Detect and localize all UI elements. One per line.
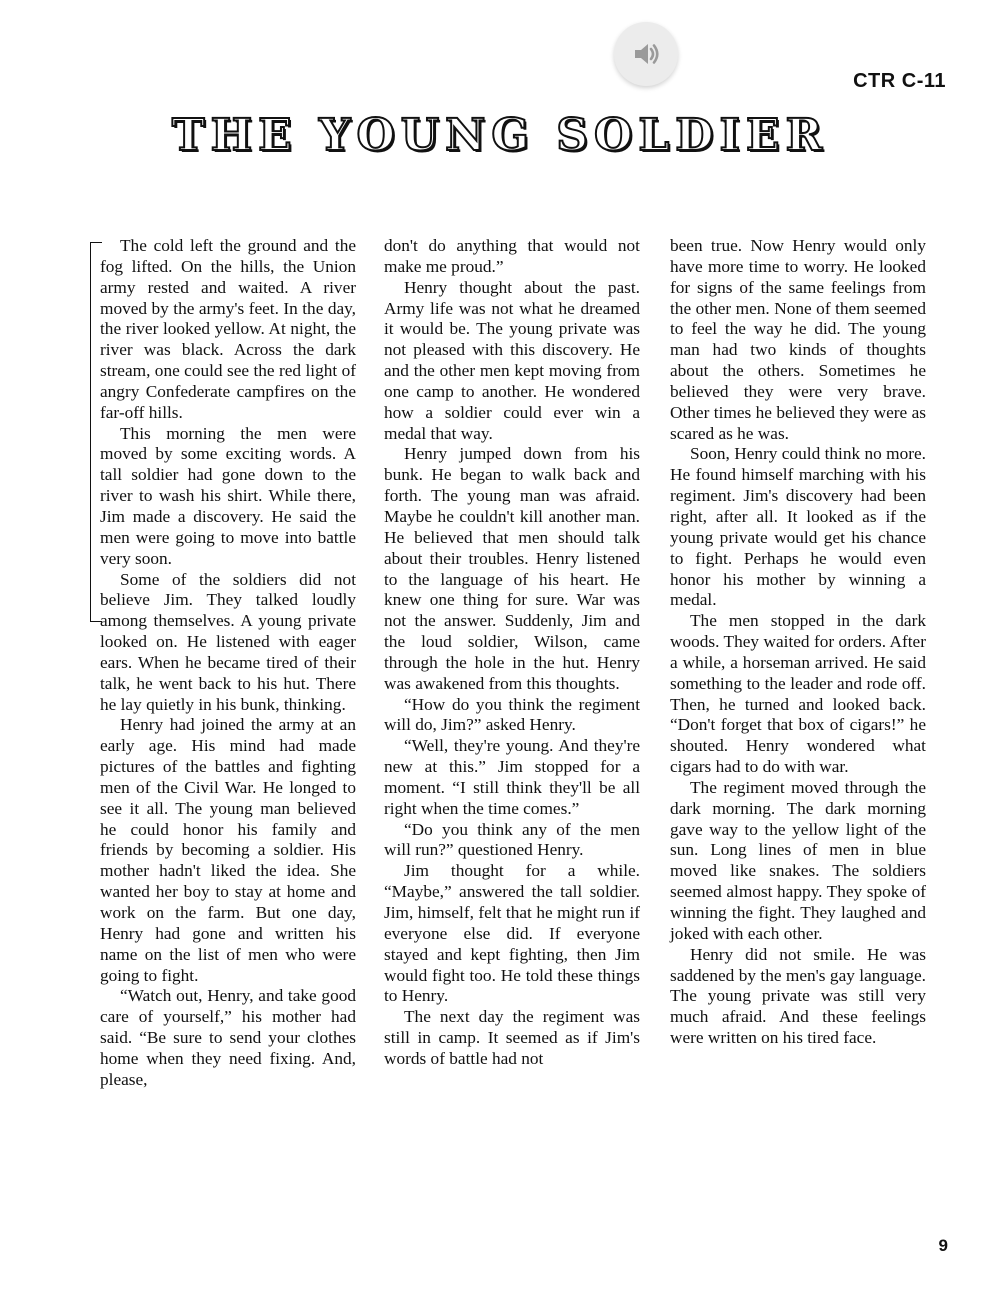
paragraph: The regiment moved through the dark morning. The dark morning gave way to the yellow light of the sun. Long lines of men in blue moved like snakes. The soldiers seemed almost happy. They spoke of winning the fight. They laughed and joked with each other. — [670, 777, 926, 943]
page-number: 9 — [938, 1236, 948, 1255]
paragraph-continued: don't do anything that would not make me proud.” — [384, 236, 640, 276]
paragraph: Jim thought for a while. “Maybe,” answered the tall soldier. Jim, himself, felt that he might run if everyone else did. If everyone stayed and kept fighting, then Jim would fight too. He told these things to Henry. — [384, 861, 640, 1006]
paragraph: Henry jumped down from his bunk. He began to walk back and forth. The young man was afraid. Maybe he couldn't kill another man. He believed that men should talk about their troubles. Henry listened to the language of his heart. He knew one thing for sure. War was not the answer. Suddenly, Jim and the loud soldier, Wilson, came through the hole in the hut. Henry was awakened from this thoughts. — [384, 444, 640, 693]
paragraph-continued: been true. Now Henry would only have more time to worry. He looked for signs of the same feelings from the other men. None of them seemed to feel the way he did. The young man had two kinds of thoughts about the others. Sometimes he believed they were very brave. Other times he believed they were as scared as he was. — [670, 236, 926, 443]
text-column-1 — [100, 236, 356, 1091]
text-column-3 — [670, 236, 926, 1049]
paragraph: Henry did not smile. He was saddened by the men's gay language. The young private was still very much afraid. And these feelings were written on his tired face. — [670, 944, 926, 1048]
paragraph: “Watch out, Henry, and take good care of yourself,” his mother had said. “Be sure to send your clothes home when they need fixing. And, please, — [100, 986, 356, 1089]
paragraph: The cold left the ground and the fog lifted. On the hills, the Union army rested and waited. A river moved by the army's feet. In the day, the river looked yellow. At night, the river was black. Across the dark stream, one could see the red light of angry Confederate campfires on the far-off hills. — [100, 236, 356, 422]
paragraph: “Do you think any of the men will run?” questioned Henry. — [384, 819, 640, 860]
paragraph: The next day the regiment was still in camp. It seemed as if Jim's words of battle had not — [384, 1007, 640, 1068]
paragraph: “Well, they're young. And they're new at this.” Jim stopped for a moment. “I still think they'll be all right when the time comes.” — [384, 736, 640, 818]
audio-play-button[interactable] — [614, 22, 678, 86]
paragraph: The men stopped in the dark woods. They waited for orders. After a while, a horseman arrived. He said something to the leader and rode off. Then, he turned and looked back. “Don't forget that box of cigars!” he shouted. Henry wondered what cigars had to do with war. — [670, 611, 926, 777]
paragraph: This morning the men were moved by some exciting words. A tall soldier had gone down to the river to wash his shirt. While there, Jim made a discovery. He said the men were going to move into battle very soon. — [100, 423, 356, 568]
paragraph: “How do you think the regiment will do, Jim?” asked Henry. — [384, 694, 640, 735]
paragraph: Some of the soldiers did not believe Jim. They talked loudly among themselves. A young private looked on. He listened with eager ears. When he became tired of their talk, he went back to his hut. There he lay quietly in his bunk, thinking. — [100, 569, 356, 714]
speaker-icon — [631, 39, 661, 69]
text-column-2 — [384, 236, 640, 1070]
paragraph: Soon, Henry could think no more. He found himself marching with his regiment. Jim's discovery had been right, after all. It looked as if the young private would get his chance to fight. Perhaps he would even honor his mother by winning a medal. — [670, 444, 926, 610]
lesson-code: CTR C-11 — [853, 70, 946, 92]
paragraph: Henry had joined the army at an early age. His mind had made pictures of the battles and fighting men of the Civil War. He longed to see it all. The young man believed he could honor his family and friends by becoming a soldier. His mother hadn't liked the idea. She wanted her boy to stay at home and work on the farm. But one day, Henry had gone and written his name on the list of men who were going to fight. — [100, 715, 356, 985]
page-title: THE YOUNG SOLDIER — [171, 110, 829, 161]
paragraph: Henry thought about the past. Army life was not what he dreamed it would be. The young private was not pleased with this discovery. He and the other men kept moving from one camp to another. He wondered how a soldier could ever win a medal that way. — [384, 277, 640, 443]
